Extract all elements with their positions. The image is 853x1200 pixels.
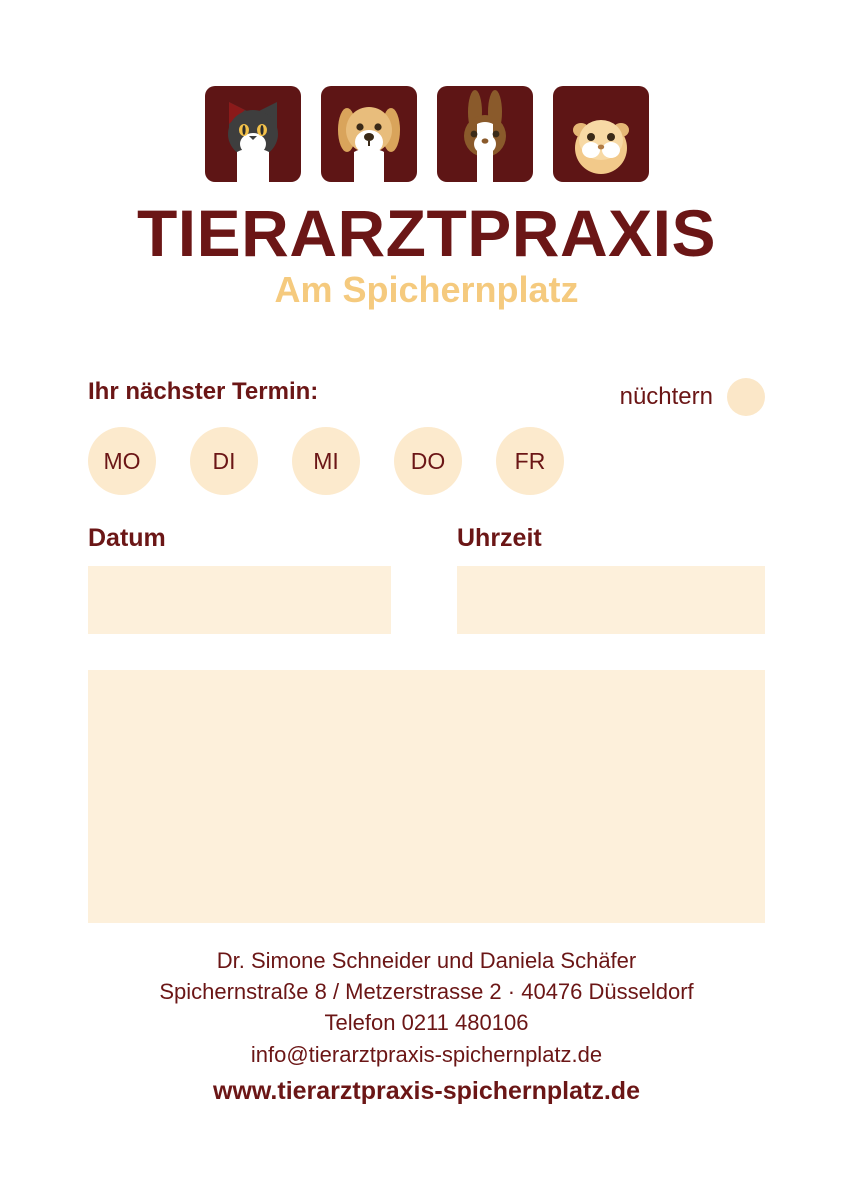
day-option-mi[interactable]: MI [292,427,360,495]
rabbit-icon [437,86,533,182]
logo-animal-row [0,86,853,182]
day-option-fr[interactable]: FR [496,427,564,495]
doctor-names: Dr. Simone Schneider und Daniela Schäfer [216,948,637,973]
practice-contact-info [0,945,853,1109]
day-option-do[interactable]: DO [394,427,462,495]
appointment-heading: Ihr nächster Termin: [88,378,319,405]
date-label: Datum [88,524,166,552]
cat-icon [205,86,301,182]
weekday-selector [88,427,564,495]
practice-subtitle: Am Spichernplatz [274,269,579,310]
date-input[interactable] [88,566,391,634]
fasting-checkbox[interactable] [727,378,765,416]
notes-input[interactable] [88,670,765,923]
phone-line: Telefon 0211 480106 [324,1010,529,1036]
website-line[interactable]: www.tierarztpraxis-spichernplatz.de [213,1076,640,1105]
fasting-option[interactable] [620,378,765,416]
practice-title: TIERARZTPRAXIS [136,196,717,270]
time-input[interactable] [457,566,765,634]
fasting-label: nüchtern [619,383,713,410]
email-line[interactable]: info@tierarztpraxis-spichernplatz.de [250,1041,603,1067]
guinea-pig-icon [553,86,649,182]
dog-icon [321,86,417,182]
day-option-mo[interactable]: MO [88,427,156,495]
day-option-di[interactable]: DI [190,427,258,495]
address-line: Spichernstraße 8 / Metzerstrasse 2 · 40476 Düsseldorf [159,979,694,1005]
time-label: Uhrzeit [457,524,542,552]
